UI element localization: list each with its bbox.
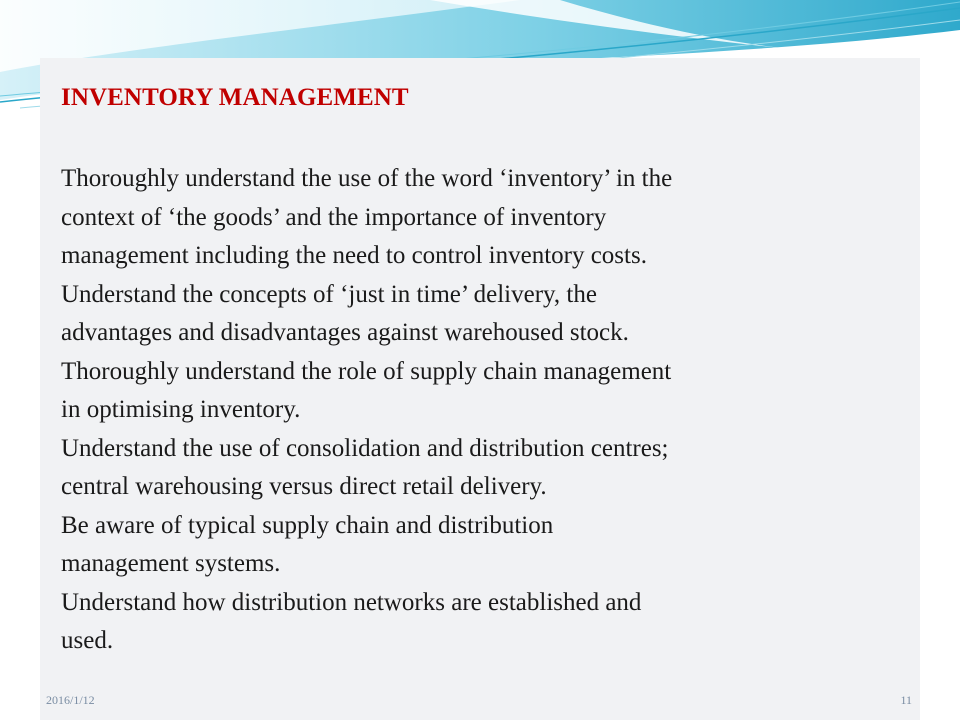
- footer-date: 2016/1/12: [46, 693, 95, 707]
- body-line: Thoroughly understand the role of supply chain management: [61, 357, 672, 385]
- slide-number: 11: [900, 693, 912, 707]
- slide-title: INVENTORY MANAGEMENT: [61, 84, 409, 111]
- body-line: Thoroughly understand the use of the word ‘inventory’ in the: [61, 165, 673, 192]
- body-line: management including the need to control inventory costs.: [61, 242, 647, 269]
- body-line: central warehousing versus direct retail delivery.: [61, 473, 547, 500]
- body-line: used.: [61, 627, 114, 654]
- body-line: advantages and disadvantages against warehoused stock.: [61, 319, 629, 346]
- body-line: in optimising inventory.: [61, 396, 301, 423]
- body-line: Be aware of typical supply chain and distribution: [61, 511, 554, 539]
- body-line: Understand the concepts of ‘just in time’ delivery, the: [61, 280, 597, 308]
- body-line: management systems.: [61, 550, 281, 577]
- body-line: Understand how distribution networks are established and: [61, 588, 642, 616]
- body-line: context of ‘the goods’ and the importance of inventory: [61, 203, 607, 231]
- body-line: Understand the use of consolidation and distribution centres;: [61, 434, 669, 462]
- slide-body: [61, 160, 851, 661]
